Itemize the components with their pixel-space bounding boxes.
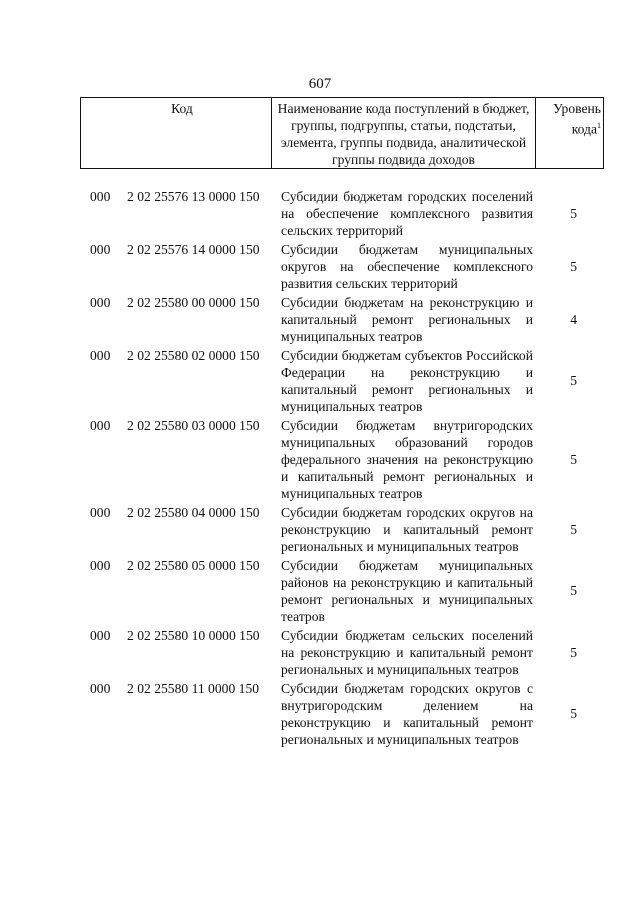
- header-name: Наименование кода поступлений в бюджет, группы, подгруппы, статьи, подстатьи, элемента, группы подвида, аналитической группы подвида доходов: [272, 98, 536, 168]
- table-row: [0, 680, 640, 748]
- row-prefix: 000: [90, 505, 111, 520]
- row-name: Субсидии бюджетам городских округов на реконструкцию и капитальный ремонт региональных и муниципальных театров: [281, 505, 533, 554]
- row-level: 5: [570, 706, 577, 721]
- row-level: 5: [570, 644, 577, 660]
- row-name: Субсидии бюджетам внутригородских муниципальных образований городов федерального значения на реконструкцию и капитальный ремонт региональных и муниципальных театров: [281, 418, 533, 501]
- header-level: [536, 98, 603, 168]
- row-prefix: 000: [90, 295, 111, 310]
- row-name: Субсидии бюджетам на реконструкцию и капитальный ремонт региональных и муниципальных театров: [281, 295, 533, 344]
- row-prefix: 000: [90, 628, 111, 643]
- row-code: 2 02 25580 03 0000 150: [127, 418, 260, 433]
- row-prefix: 000: [90, 558, 111, 573]
- row-name: Субсидии бюджетам субъектов Российской Федерации на реконструкцию и капитальный ремонт региональных и муниципальных театров: [281, 348, 533, 414]
- header-code: Код: [81, 98, 272, 168]
- row-prefix: 000: [90, 189, 111, 204]
- row-level: 5: [570, 583, 577, 598]
- header-level-text: Уровень кода: [553, 101, 601, 137]
- header-level-footnote: 1: [597, 121, 601, 130]
- table-row: [0, 241, 640, 292]
- row-name: Субсидии бюджетам сельских поселений на реконструкцию и капитальный ремонт региональных и муниципальных театров: [281, 628, 533, 677]
- row-code: 2 02 25580 02 0000 150: [127, 348, 260, 363]
- table-row: [0, 627, 640, 678]
- row-level: 5: [570, 205, 577, 221]
- table-row: [0, 557, 640, 625]
- row-code: 2 02 25580 04 0000 150: [127, 505, 260, 520]
- row-prefix: 000: [90, 418, 111, 433]
- table-header: [80, 97, 604, 169]
- table-row: [0, 188, 640, 239]
- table-body: [0, 188, 640, 748]
- row-prefix: 000: [90, 348, 111, 363]
- row-code: 2 02 25580 10 0000 150: [127, 628, 260, 643]
- row-code: 2 02 25576 14 0000 150: [127, 242, 260, 257]
- row-code: 2 02 25580 05 0000 150: [127, 558, 260, 573]
- table-row: [0, 417, 640, 502]
- row-name: Субсидии бюджетам муниципальных округов на обеспечение комплексного развития сельских территорий: [281, 242, 533, 291]
- row-code: 2 02 25580 00 0000 150: [127, 295, 260, 310]
- row-code: 2 02 25580 11 0000 150: [127, 681, 260, 696]
- table-row: [0, 294, 640, 345]
- row-level: 5: [570, 258, 577, 274]
- row-name: Субсидии бюджетам городских округов с внутригородским делением на реконструкцию и капитальный ремонт региональных и муниципальных театров: [281, 681, 533, 747]
- row-level: 4: [570, 311, 577, 327]
- table-row: [0, 504, 640, 555]
- row-code: 2 02 25576 13 0000 150: [127, 189, 260, 204]
- row-level: 5: [570, 521, 577, 537]
- row-level: 5: [570, 373, 577, 388]
- row-name: Субсидии бюджетам городских поселений на обеспечение комплексного развития сельских территорий: [281, 189, 533, 238]
- row-prefix: 000: [90, 242, 111, 257]
- page-number: 607: [308, 76, 332, 92]
- row-name: Субсидии бюджетам муниципальных районов на реконструкцию и капитальный ремонт региональных и муниципальных театров: [281, 558, 533, 624]
- table-row: [0, 347, 640, 415]
- row-prefix: 000: [90, 681, 111, 696]
- row-level: 5: [570, 451, 577, 467]
